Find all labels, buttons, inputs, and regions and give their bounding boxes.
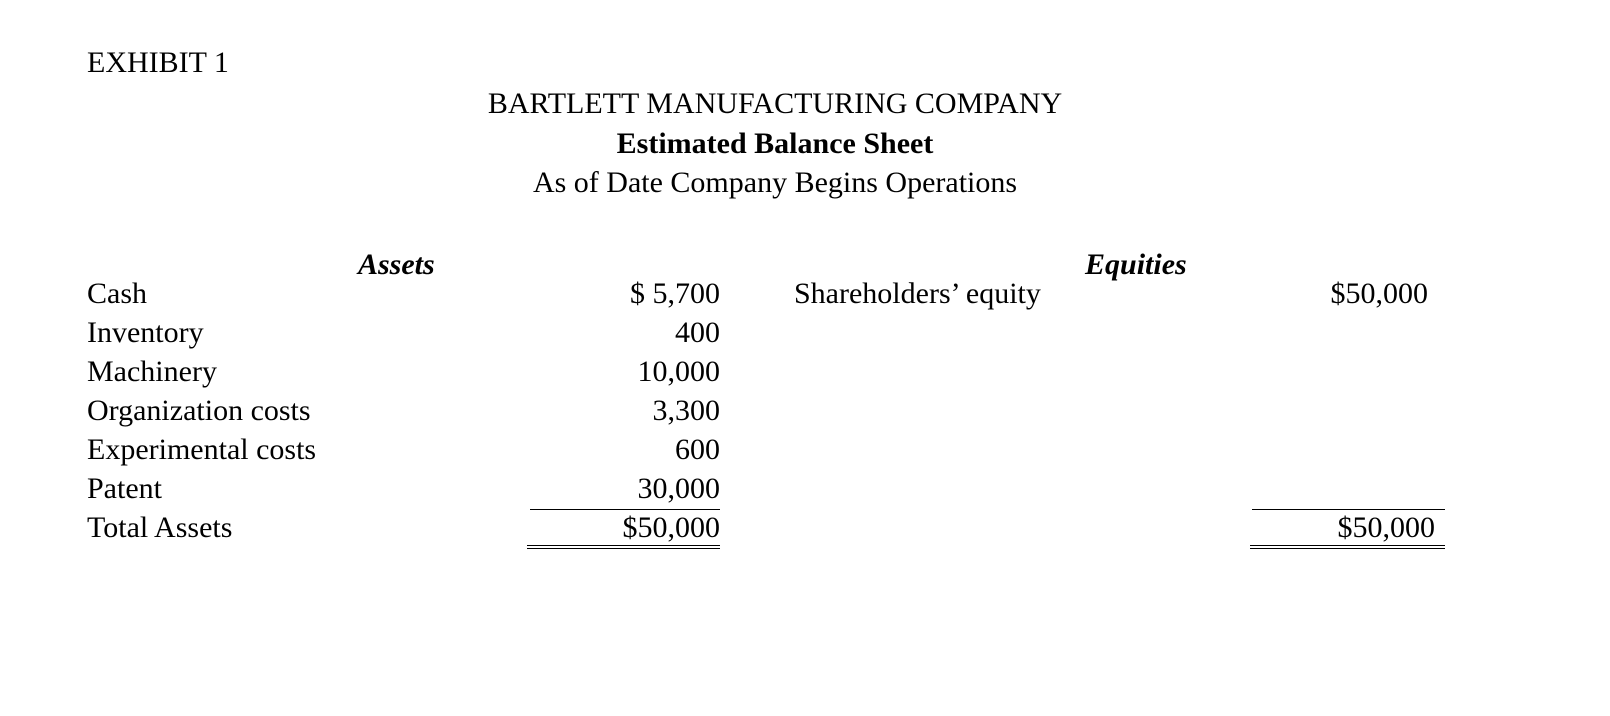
asset-amount-inventory: 400: [675, 316, 720, 349]
equity-amount-shareholders: $50,000: [1330, 277, 1428, 310]
asset-label-cash: Cash: [87, 277, 147, 310]
asset-label-experimental-costs: Experimental costs: [87, 433, 317, 466]
assets-total-double-rule: [527, 545, 720, 549]
equities-total-double-rule: [1250, 545, 1445, 549]
equity-label-shareholders: Shareholders’ equity: [794, 277, 1041, 310]
company-name: BARTLETT MANUFACTURING COMPANY: [487, 87, 1063, 120]
equities-heading: Equities: [1085, 248, 1187, 281]
asset-label-inventory: Inventory: [87, 316, 204, 349]
asset-label-patent: Patent: [87, 472, 162, 505]
total-assets-label: Total Assets: [87, 511, 233, 544]
asset-amount-experimental-costs: 600: [675, 433, 720, 466]
asset-amount-patent: 30,000: [637, 472, 720, 505]
asset-amount-organization-costs: 3,300: [652, 394, 720, 427]
asset-label-machinery: Machinery: [87, 355, 217, 388]
exhibit-label: EXHIBIT 1: [87, 46, 229, 79]
assets-heading: Assets: [358, 248, 435, 281]
statement-title: Estimated Balance Sheet: [616, 127, 934, 160]
equities-subtotal-rule: [1252, 509, 1445, 510]
statement-date: As of Date Company Begins Operations: [532, 166, 1018, 199]
assets-subtotal-rule: [530, 509, 720, 510]
asset-label-organization-costs: Organization costs: [87, 394, 311, 427]
total-equities-amount: $50,000: [1337, 511, 1435, 544]
total-assets-amount: $50,000: [622, 511, 720, 544]
asset-amount-machinery: 10,000: [637, 355, 720, 388]
asset-amount-cash: $ 5,700: [630, 277, 720, 310]
